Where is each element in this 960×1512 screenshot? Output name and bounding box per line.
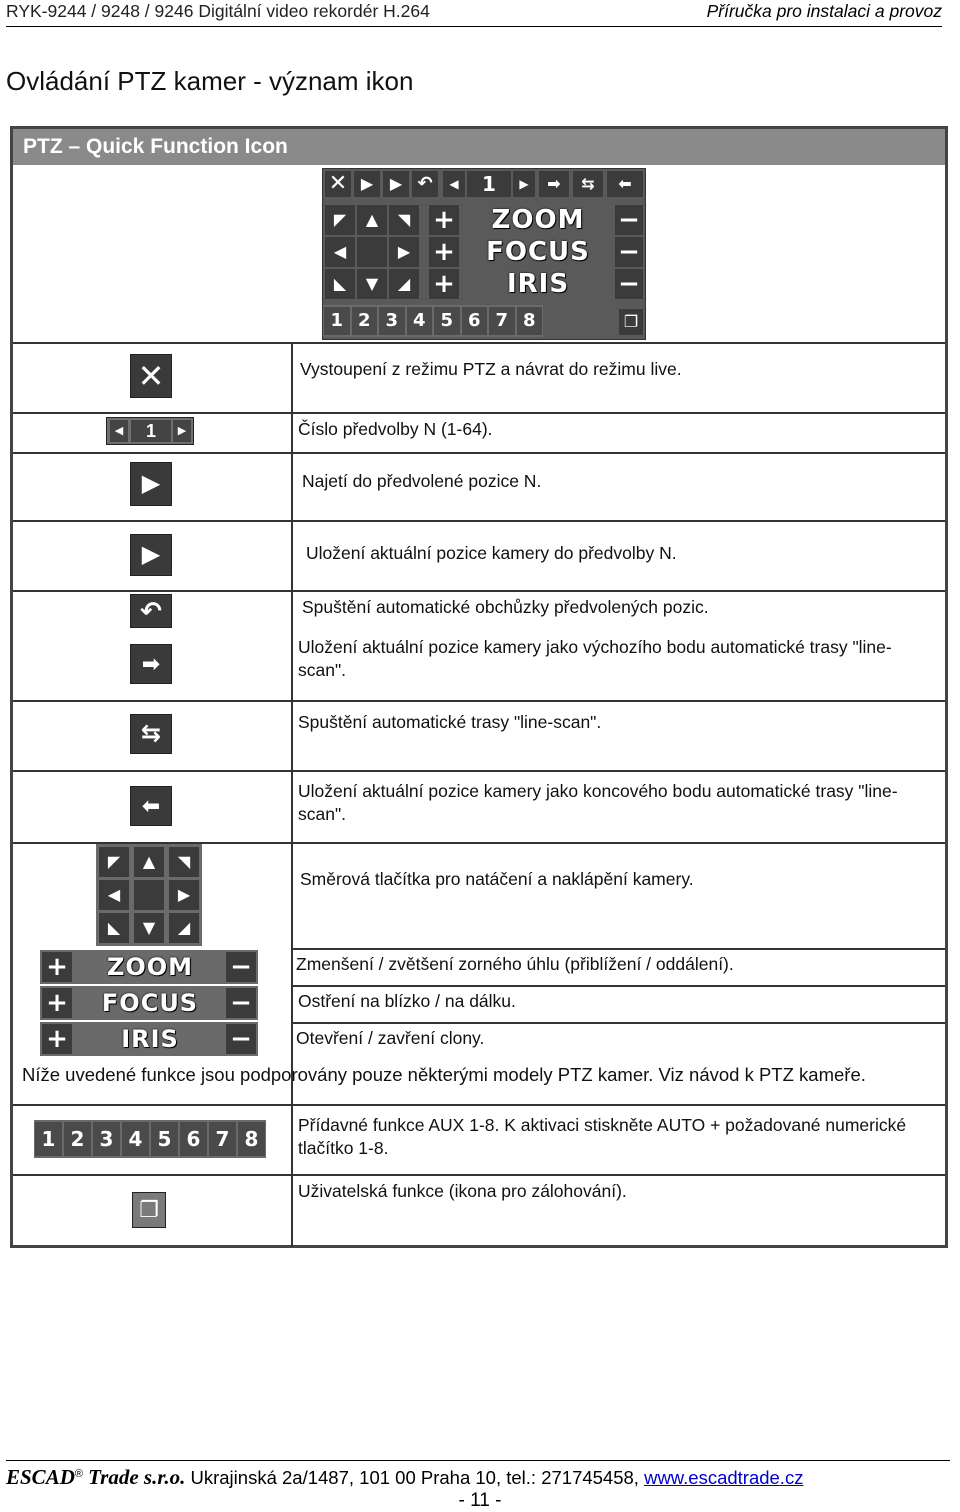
- zoom-icon: [40, 950, 258, 984]
- row-description: Uložení aktuální pozice kamery jako koncového bodu automatické trasy "line-scan".: [298, 781, 898, 824]
- preset-prev-icon: ◀: [110, 420, 128, 442]
- row-rule: [293, 1022, 945, 1024]
- row-rule: [13, 590, 945, 592]
- pan-up-left-icon: ◤: [99, 847, 129, 877]
- line-scan-end-icon: ⬅: [607, 171, 643, 197]
- pan-up-right-icon: ◥: [389, 205, 419, 235]
- row-description: Otevření / zavření clony.: [296, 1028, 485, 1048]
- row-rule: [13, 700, 945, 702]
- aux-number: 2: [64, 1122, 91, 1156]
- pan-down-left-icon: ◣: [99, 913, 129, 943]
- iris-plus-icon: +: [429, 269, 459, 299]
- line-scan-run-icon: ⇆: [130, 714, 172, 754]
- aux-number: 3: [93, 1122, 120, 1156]
- row-rule: [293, 985, 945, 987]
- aux-numbers-icon: [34, 1120, 266, 1158]
- row-description: Najetí do předvolené pozice N.: [302, 471, 542, 491]
- footer-line: [6, 1465, 950, 1490]
- pan-up-right-icon: ◥: [169, 847, 199, 877]
- goto-preset-icon: ▶: [354, 171, 380, 197]
- row-description: Směrová tlačítka pro natáčení a naklápění kamery.: [300, 869, 694, 889]
- focus-plus-icon: +: [429, 237, 459, 267]
- row-description: Ostření na blízko / na dálku.: [298, 991, 516, 1011]
- zoom-minus-icon: −: [615, 205, 643, 235]
- aux-number: 4: [122, 1122, 149, 1156]
- aux-number: 7: [489, 307, 515, 335]
- iris-label: IRIS: [121, 1025, 179, 1053]
- row-rule: [13, 520, 945, 522]
- page-title: Ovládání PTZ kamer - význam ikon: [6, 66, 414, 96]
- auto-tour-icon: ↶: [130, 594, 172, 628]
- save-preset-icon: ▶: [383, 171, 409, 197]
- pan-left-icon: ◀: [99, 880, 129, 910]
- focus-minus-icon: −: [226, 988, 256, 1018]
- aux-number: 5: [151, 1122, 178, 1156]
- preset-prev-icon: ◀: [443, 171, 465, 197]
- aux-number: 4: [407, 307, 433, 335]
- row-rule: [13, 770, 945, 772]
- row-description: Zmenšení / zvětšení zorného úhlu (přiblížení / oddálení).: [296, 954, 734, 974]
- aux-number: 6: [180, 1122, 207, 1156]
- row-rule: [293, 948, 945, 950]
- tilt-up-icon: ▲: [134, 847, 164, 877]
- focus-label: FOCUS: [486, 237, 590, 267]
- row-description: Přídavné funkce AUX 1-8. K aktivaci stiskněte AUTO + požadované numerické tlačítko 1-8.: [298, 1115, 907, 1158]
- preset-next-icon: ▶: [513, 171, 535, 197]
- footer-rule: [6, 1460, 950, 1461]
- preset-number-value: 1: [131, 420, 171, 442]
- row-description: Spuštění automatické obchůzky předvolených pozic.: [302, 597, 709, 617]
- line-scan-run-icon: ⇆: [573, 171, 603, 197]
- line-scan-start-icon: ➡: [539, 171, 569, 197]
- page-header: [6, 0, 942, 24]
- row-rule: [13, 452, 945, 454]
- column-divider: [291, 343, 293, 1247]
- tilt-up-icon: ▲: [357, 205, 387, 235]
- aux-number: 1: [324, 307, 350, 335]
- focus-minus-icon: −: [615, 237, 643, 267]
- pad-center: [357, 237, 387, 267]
- row-description: Spuštění automatické trasy "line-scan".: [298, 712, 602, 732]
- header-product: RYK-9244 / 9248 / 9246 Digitální video rekordér H.264: [6, 1, 430, 21]
- focus-label: FOCUS: [101, 989, 199, 1017]
- exit-icon: ✕: [130, 354, 172, 398]
- user-function-icon: ❐: [132, 1192, 166, 1228]
- aux-number: 3: [379, 307, 405, 335]
- tilt-down-icon: ▼: [134, 913, 164, 943]
- row-description: Vystoupení z režimu PTZ a návrat do režimu live.: [300, 359, 682, 379]
- save-preset-icon: ▶: [130, 534, 172, 576]
- header-rule: [6, 26, 942, 27]
- zoom-plus-icon: +: [429, 205, 459, 235]
- row-rule: [13, 1174, 945, 1176]
- aux-number: 8: [517, 307, 543, 335]
- company-address: Ukrajinská 2a/1487, 101 00 Praha 10, tel.: 271745458,: [190, 1467, 639, 1488]
- company-name-suffix: Trade s.r.o.: [88, 1465, 186, 1489]
- user-function-icon: ❐: [619, 309, 643, 335]
- row-rule: [13, 1104, 945, 1106]
- models-note: Níže uvedené funkce jsou podporovány pouze některými modely PTZ kamer. Viz návod k PTZ kameře.: [22, 1064, 866, 1085]
- ptz-quick-function-panel: [322, 168, 646, 340]
- preset-next-icon: ▶: [173, 420, 191, 442]
- aux-number-strip: [323, 305, 543, 337]
- iris-label: IRIS: [506, 269, 570, 299]
- iris-minus-icon: −: [615, 269, 643, 299]
- preset-number-icon: [106, 417, 194, 445]
- company-name: ESCAD: [6, 1465, 75, 1489]
- exit-icon: ✕: [325, 171, 351, 197]
- iris-minus-icon: −: [226, 1024, 256, 1054]
- aux-number: 6: [462, 307, 488, 335]
- focus-plus-icon: +: [42, 988, 72, 1018]
- pad-center: [134, 880, 164, 910]
- aux-number: 2: [352, 307, 378, 335]
- iris-plus-icon: +: [42, 1024, 72, 1054]
- row-rule: [13, 342, 945, 344]
- pan-left-icon: ◀: [325, 237, 355, 267]
- line-scan-end-icon: ⬅: [130, 786, 172, 826]
- page-number: - 11 -: [458, 1490, 502, 1511]
- aux-number: 5: [434, 307, 460, 335]
- pan-down-right-icon: ◢: [169, 913, 199, 943]
- zoom-plus-icon: +: [42, 952, 72, 982]
- table-title: PTZ – Quick Function Icon: [13, 129, 945, 165]
- row-description: Uživatelská funkce (ikona pro zálohování).: [298, 1181, 627, 1201]
- pan-right-icon: ▶: [389, 237, 419, 267]
- tilt-down-icon: ▼: [357, 269, 387, 299]
- pan-down-left-icon: ◣: [325, 269, 355, 299]
- aux-number: 8: [238, 1122, 265, 1156]
- row-description: Číslo předvolby N (1-64).: [298, 419, 493, 439]
- page-footer: [6, 1460, 950, 1490]
- company-website-link[interactable]: www.escadtrade.cz: [644, 1467, 804, 1488]
- pan-right-icon: ▶: [169, 880, 199, 910]
- zoom-label: ZOOM: [106, 953, 194, 981]
- goto-preset-icon: ▶: [130, 462, 172, 506]
- direction-pad-icon: [96, 844, 202, 946]
- row-description: Uložení aktuální pozice kamery do předvolby N.: [306, 543, 677, 563]
- iris-icon: [40, 1022, 258, 1056]
- preset-number-value: 1: [467, 171, 511, 197]
- header-manual-title: Příručka pro instalaci a provoz: [706, 1, 942, 21]
- pan-down-right-icon: ◢: [389, 269, 419, 299]
- aux-number: 7: [209, 1122, 236, 1156]
- aux-number: 1: [35, 1122, 62, 1156]
- row-rule: [13, 412, 945, 414]
- zoom-minus-icon: −: [226, 952, 256, 982]
- auto-tour-icon: ↶: [412, 171, 438, 197]
- line-scan-start-icon: ➡: [130, 644, 172, 684]
- registered-mark: ®: [74, 1467, 83, 1480]
- row-description: Uložení aktuální pozice kamery jako výchozího bodu automatické trasy "line-scan".: [298, 637, 892, 680]
- focus-icon: [40, 986, 258, 1020]
- pan-up-left-icon: ◤: [325, 205, 355, 235]
- zoom-label: ZOOM: [491, 205, 585, 235]
